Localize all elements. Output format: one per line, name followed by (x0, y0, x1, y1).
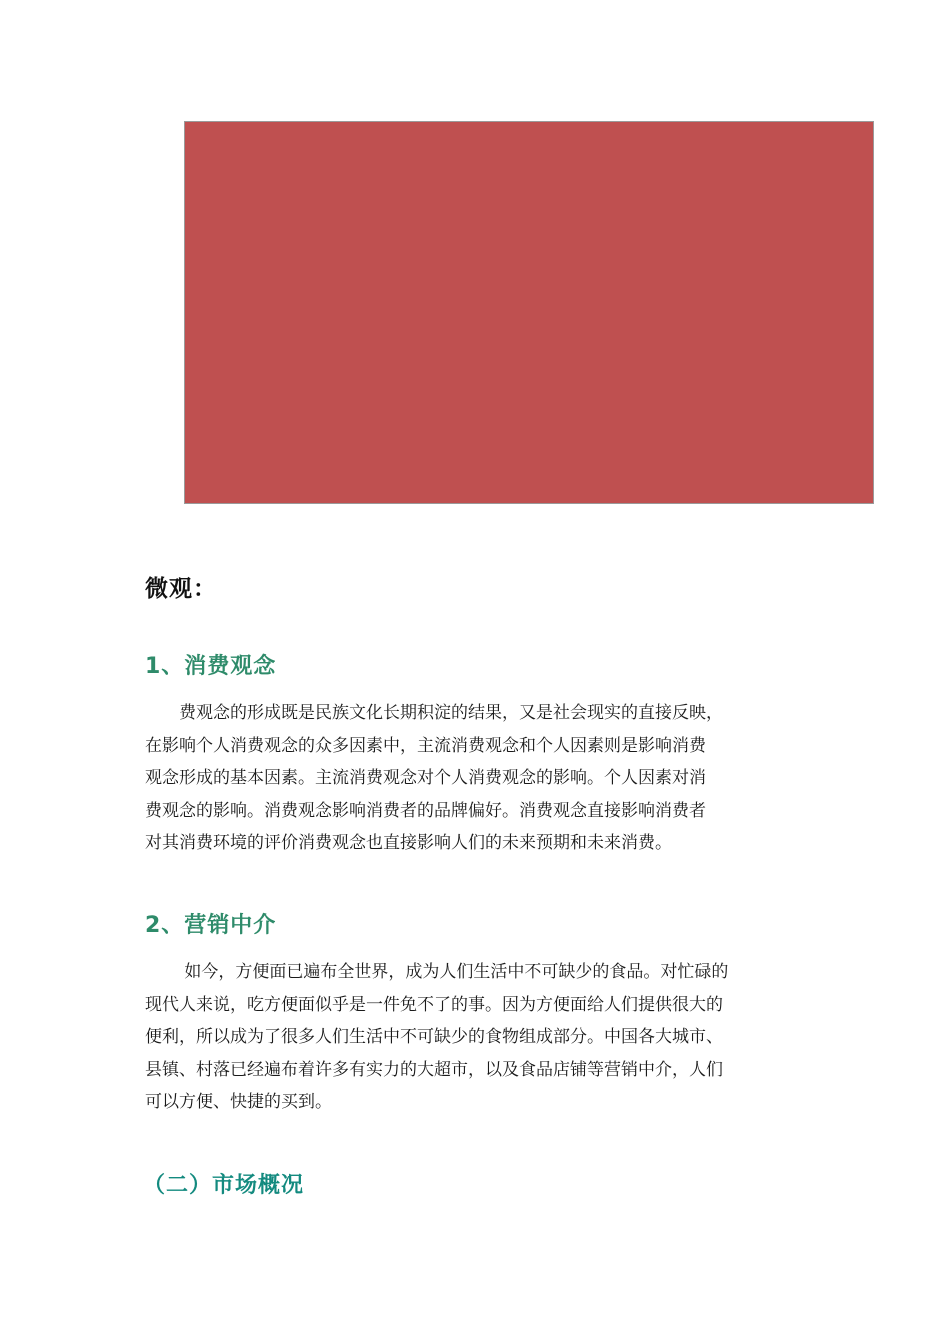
paragraph-line: 对其消费环境的评价消费观念也直接影响人们的未来预期和未来消费。 (145, 833, 672, 853)
section-title-consumption-concept: 1、消费观念 (145, 654, 277, 679)
paragraph-line: 如今，方便面已遍布全世界，成为人们生活中不可缺少的食品。对忙碌的 (145, 962, 729, 982)
paragraph-line: 在影响个人消费观念的众多因素中，主流消费观念和个人因素则是影响消费 (145, 735, 706, 756)
paragraph-line: 费观念的影响。消费观念影响消费者的品牌偏好。消费观念直接影响消费者 (145, 800, 706, 821)
paragraph-line: 县镇、村落已经遍布着许多有实力的大超市，以及食品店铺等营销中介，人们 (145, 1059, 723, 1080)
heading-micro: 微观： (145, 575, 217, 602)
paragraph-line: 便利，所以成为了很多人们生活中不可缺少的食物组成部分。中国各大城市、 (145, 1027, 723, 1047)
paragraph-consumption-concept (145, 697, 810, 860)
section-title-marketing-intermediary: 2、营销中介 (145, 913, 277, 938)
section-title-market-overview: （二）市场概况 (143, 1173, 305, 1198)
paragraph-line: 观念形成的基本因素。主流消费观念对个人消费观念的影响。个人因素对消 (145, 768, 706, 788)
figure-placeholder (184, 121, 874, 504)
paragraph-line: 费观念的形成既是民族文化长期积淀的结果，又是社会现实的直接反映， (145, 703, 723, 723)
paragraph-marketing-intermediary (145, 956, 810, 1119)
paragraph-line: 可以方便、快捷的买到。 (145, 1092, 332, 1112)
paragraph-line: 现代人来说，吃方便面似乎是一件免不了的事。因为方便面给人们提供很大的 (145, 994, 723, 1015)
